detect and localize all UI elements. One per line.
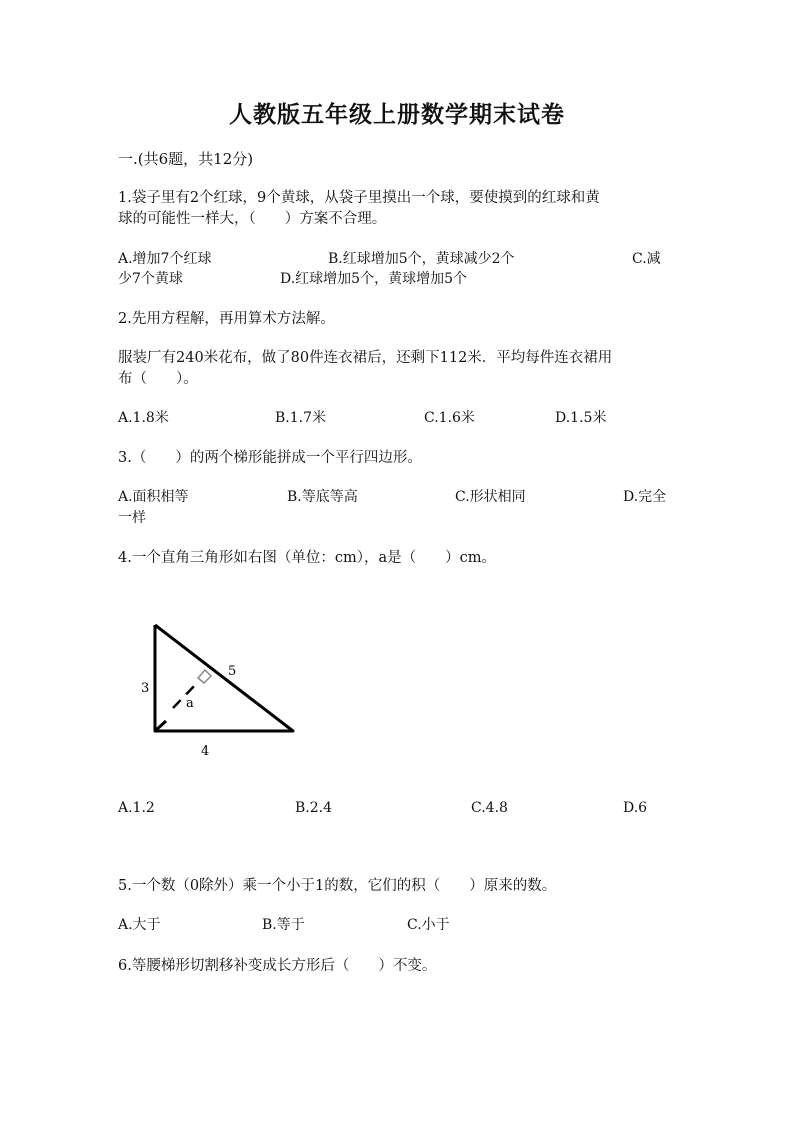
section-heading: 一.(共6题，共12分)	[118, 150, 254, 168]
q1-line1: 1.袋子里有2个红球，9个黄球，从袋子里摸出一个球，要使摸到的红球和黄	[118, 190, 600, 206]
label-bottom-side: 4	[201, 744, 210, 759]
q3-option-d-cont: 一样	[118, 510, 146, 526]
q1-option-c-cont: 少7个黄球	[118, 271, 183, 287]
q4-option-d: D.6	[623, 800, 648, 816]
page-title: 人教版五年级上册数学期末试卷	[229, 101, 565, 128]
q4-option-a: A.1.2	[118, 800, 155, 816]
q1-option-b: B.红球增加5个，黄球减少2个	[328, 251, 515, 267]
q1-option-a: A.增加7个红球	[118, 251, 212, 267]
q4-option-b: B.2.4	[295, 800, 333, 816]
q3-option-a: A.面积相等	[118, 489, 189, 505]
q2-line2: 布（ ）。	[118, 371, 198, 387]
q2-option-b: B.1.7米	[275, 410, 327, 426]
q2-option-a: A.1.8米	[118, 410, 169, 426]
q5-option-b: B.等于	[262, 917, 305, 933]
q3-option-c: C.形状相同	[455, 489, 526, 505]
q3-line1: 3.（ ）的两个梯形能拼成一个平行四边形。	[118, 450, 422, 466]
q3-option-b: B.等底等高	[287, 489, 358, 505]
q4-line1: 4.一个直角三角形如右图（单位：cm），a是（ ）cm。	[118, 550, 496, 566]
q3-option-d: D.完全	[623, 489, 667, 505]
right-triangle-figure	[128, 615, 318, 765]
q2-heading: 2.先用方程解，再用算术方法解。	[118, 311, 335, 327]
q1-option-d: D.红球增加5个，黄球增加5个	[280, 271, 467, 287]
q6-line1: 6.等腰梯形切割移补变成长方形后（ ）不变。	[118, 958, 437, 974]
q1-option-c: C.减	[632, 251, 661, 267]
q1-line2: 球的可能性一样大，（ ）方案不合理。	[118, 211, 387, 227]
q5-option-a: A.大于	[118, 917, 161, 933]
label-altitude: a	[186, 696, 194, 711]
right-angle-marker	[198, 670, 211, 683]
label-hypotenuse: 5	[228, 664, 237, 679]
q4-option-c: C.4.8	[471, 800, 508, 816]
q2-option-c: C.1.6米	[424, 410, 475, 426]
q2-line1: 服装厂有240米花布，做了80件连衣裙后，还剩下112米．平均每件连衣裙用	[118, 350, 613, 366]
q5-line1: 5.一个数（0除外）乘一个小于1的数，它们的积（ ）原来的数。	[118, 878, 557, 894]
q5-option-c: C.小于	[407, 917, 450, 933]
q2-option-d: D.1.5米	[555, 410, 607, 426]
label-left-side: 3	[141, 681, 150, 696]
triangle-shape	[155, 625, 293, 731]
